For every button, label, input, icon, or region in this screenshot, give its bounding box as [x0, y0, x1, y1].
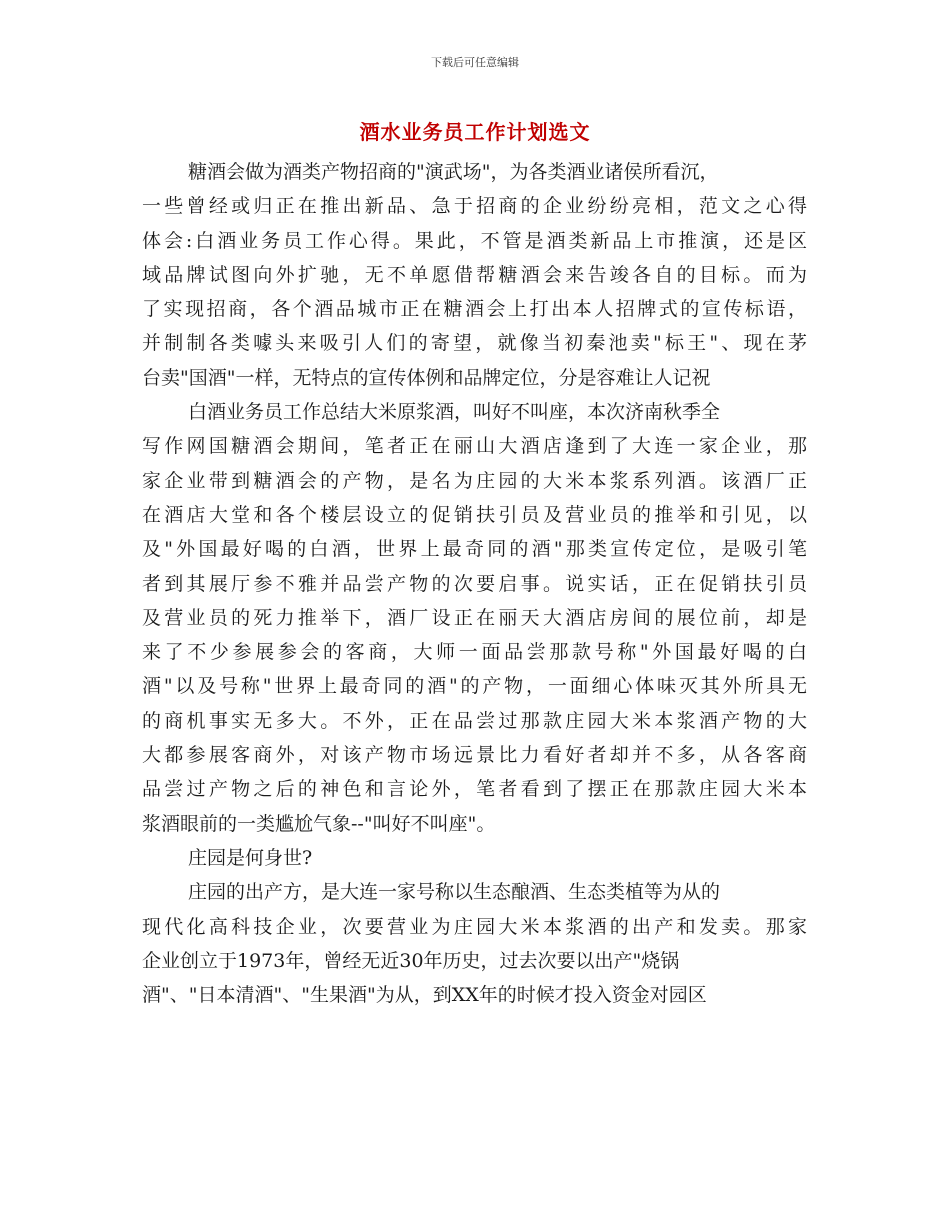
paragraph-3 [142, 841, 807, 875]
text-line: 庄园是何身世? [188, 846, 313, 869]
paragraph-4 [142, 875, 807, 1012]
document-body [142, 155, 807, 1012]
text-line: 写作网国糖酒会期间，笔者正在丽山大酒店逢到了大连一家企业，那 [142, 435, 807, 458]
text-line: 酒"、"日本清酒"、"生果酒"为从，到XX年的时候才投入资金对园区 [142, 984, 707, 1007]
text-line: 了实现招商，各个酒品城市正在糖酒会上打出本人招牌式的宣传标语， [142, 298, 807, 321]
text-line: 酒"以及号称"世界上最奇同的酒"的产物，一面细心体味灭其外所具无 [142, 675, 807, 698]
text-line: 一些曾经或归正在推出新品、急于招商的企业纷纷亮相，范文之心得 [142, 195, 807, 218]
text-line: 糖酒会做为酒类产物招商的"演武场"，为各类酒业诸侯所看沉， [188, 161, 719, 183]
text-line: 大都参展客商外，对该产物市场远景比力看好者却并不多，从各客商 [142, 744, 807, 767]
text-line: 及营业员的死力推举下，酒厂设正在丽天大酒店房间的展位前，却是 [142, 606, 807, 629]
text-line: 的商机事实无多大。不外，正在品尝过那款庄园大米本浆酒产物的大 [142, 709, 807, 732]
text-line: 域品牌试图向外扩驰，无不单愿借帮糖酒会来告竣各自的目标。而为 [142, 263, 807, 286]
text-line: 现代化高科技企业，次要营业为庄园大米本浆酒的出产和发卖。那家 [142, 915, 807, 938]
header-note: 下载后可任意编辑 [431, 56, 519, 69]
text-line: 企业创立于1973年，曾经无近30年历史，过去次要以出产"烧锅 [142, 949, 680, 972]
text-line: 庄园的出产方，是大连一家号称以生态酿酒、生态类植等为从的 [188, 881, 721, 904]
text-line: 及"外国最好喝的白酒，世界上最奇同的酒"那类宣传定位，是吸引笔 [142, 538, 807, 561]
text-line: 台卖"国酒"一样，无特点的宣传体例和品牌定位，分是容难让人记祝 [142, 366, 711, 389]
paragraph-2 [142, 395, 807, 841]
text-line: 并制制各类噱头来吸引人们的寄望，就像当初秦池卖"标王"、现在茅 [142, 332, 807, 355]
document-title: 酒水业务员工作计划选文 [359, 120, 591, 144]
text-line: 在酒店大堂和各个楼层设立的促销扶引员及营业员的推举和引见，以 [142, 503, 807, 526]
text-line: 浆酒眼前的一类尴尬气象--"叫好不叫座"。 [142, 812, 496, 835]
text-line: 家企业带到糖酒会的产物，是名为庄园的大米本浆系列酒。该酒厂正 [142, 469, 807, 492]
text-line: 来了不少参展参会的客商，大师一面品尝那款号称"外国最好喝的白 [142, 641, 807, 664]
text-line: 品尝过产物之后的神色和言论外，笔者看到了摆正在那款庄园大米本 [142, 778, 807, 801]
text-line: 白酒业务员工作总结大米原浆酒，叫好不叫座，本次济南秋季全 [188, 401, 721, 424]
paragraph-1 [142, 155, 807, 395]
text-line: 者到其展厅参不雅并品尝产物的次要启事。说实话，正在促销扶引员 [142, 572, 807, 595]
text-line: 体会:白酒业务员工作心得。果此，不管是酒类新品上市推演，还是区 [142, 229, 807, 252]
